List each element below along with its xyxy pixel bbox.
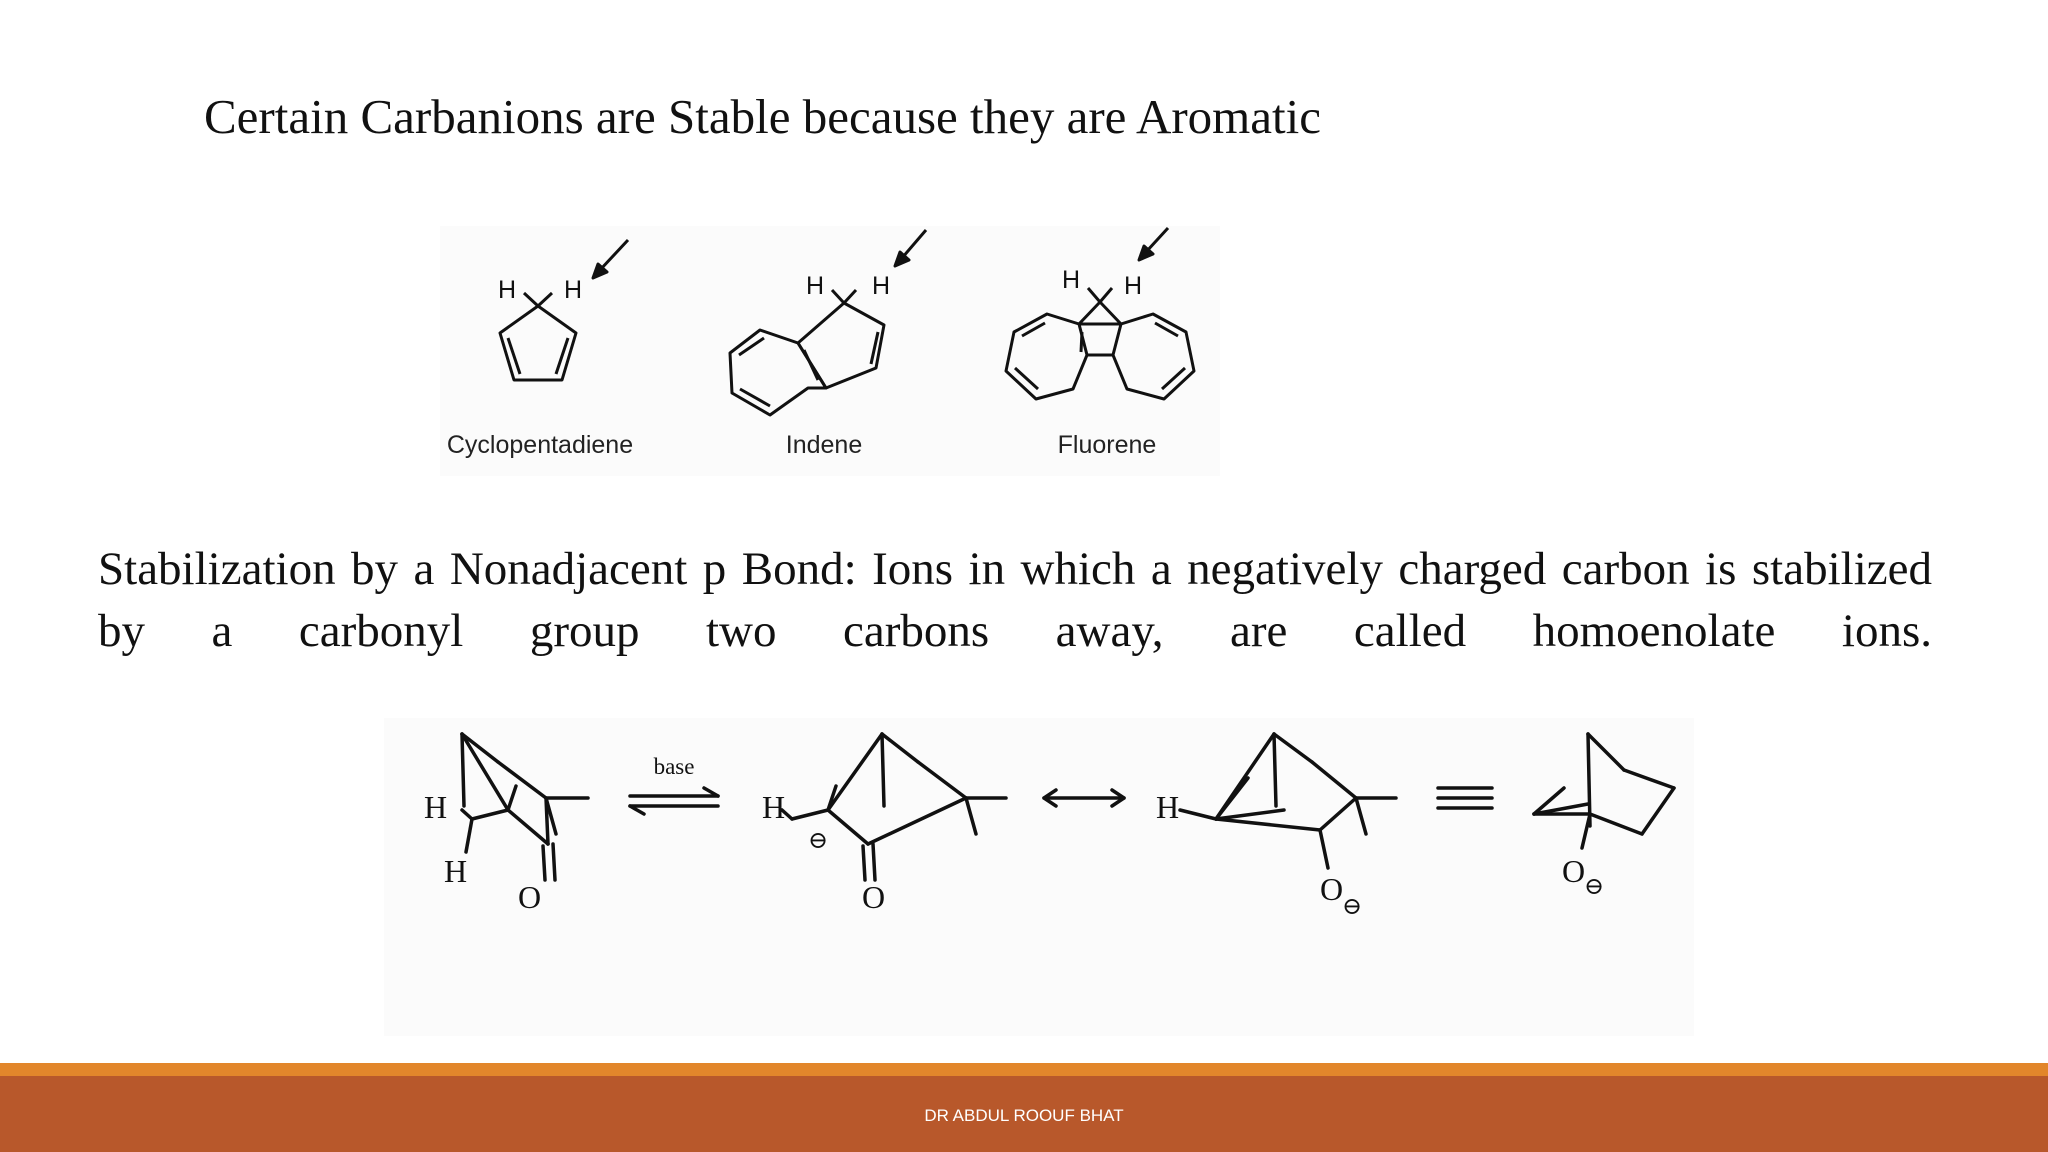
oxygen-label: O [518, 879, 542, 915]
oxide-charge: ⊖ [1342, 894, 1363, 920]
oxide-charge: ⊖ [1584, 874, 1605, 900]
oxygen-label: O [862, 879, 886, 915]
homoenolate-reaction-figure [384, 718, 1694, 1036]
h-label: H [1124, 272, 1143, 300]
h-label: H [1062, 266, 1081, 294]
footer-accent-stripe [0, 1063, 2048, 1076]
h-label: H [762, 789, 786, 825]
cyclopropoxide-structure [1180, 734, 1396, 868]
homoenolate-scheme-svg [384, 718, 1694, 1036]
cyclopentadiene-structure [500, 240, 628, 380]
h-label: H [444, 853, 468, 889]
oxygen-label: O [1320, 871, 1344, 907]
h-label: H [806, 272, 825, 300]
slide-title: Certain Carbanions are Stable because they are Aromatic [204, 89, 1322, 144]
aromatic-carbanions-figure [440, 226, 1220, 476]
compound-label-cyclopentadiene: Cyclopentadiene [446, 431, 634, 459]
bicyclic-ketone-structure [462, 734, 588, 880]
homoenolate-carbanion-structure [782, 734, 1006, 880]
compound-label-indene: Indene [785, 431, 863, 459]
equilibrium-arrow [630, 788, 718, 814]
nortricyclene-alkoxide-structure [1534, 734, 1674, 848]
homoenolate-paragraph: Stabilization by a Nonadjacent p Bond: Ions in which a negatively charged carbon is stabilized by a carbonyl group two carbons away, are called homoenolate ions. [98, 543, 1932, 657]
compound-label-fluorene: Fluorene [1057, 431, 1157, 459]
reagent-label-base: base [653, 754, 695, 779]
footer-author: DR ABDUL ROOUF BHAT [924, 1106, 1124, 1125]
h-label: H [1156, 789, 1180, 825]
h-label: H [498, 276, 517, 304]
h-label: H [564, 276, 583, 304]
h-label: H [424, 789, 448, 825]
oxygen-label: O [1562, 853, 1586, 889]
equivalence-symbol [1438, 788, 1492, 808]
fluorene-structure [1006, 228, 1194, 399]
indene-structure [730, 230, 926, 415]
carbanion-charge: ⊖ [808, 828, 829, 854]
resonance-arrow [1044, 790, 1124, 806]
aromatic-structures-svg [440, 226, 1220, 476]
h-label: H [872, 272, 891, 300]
